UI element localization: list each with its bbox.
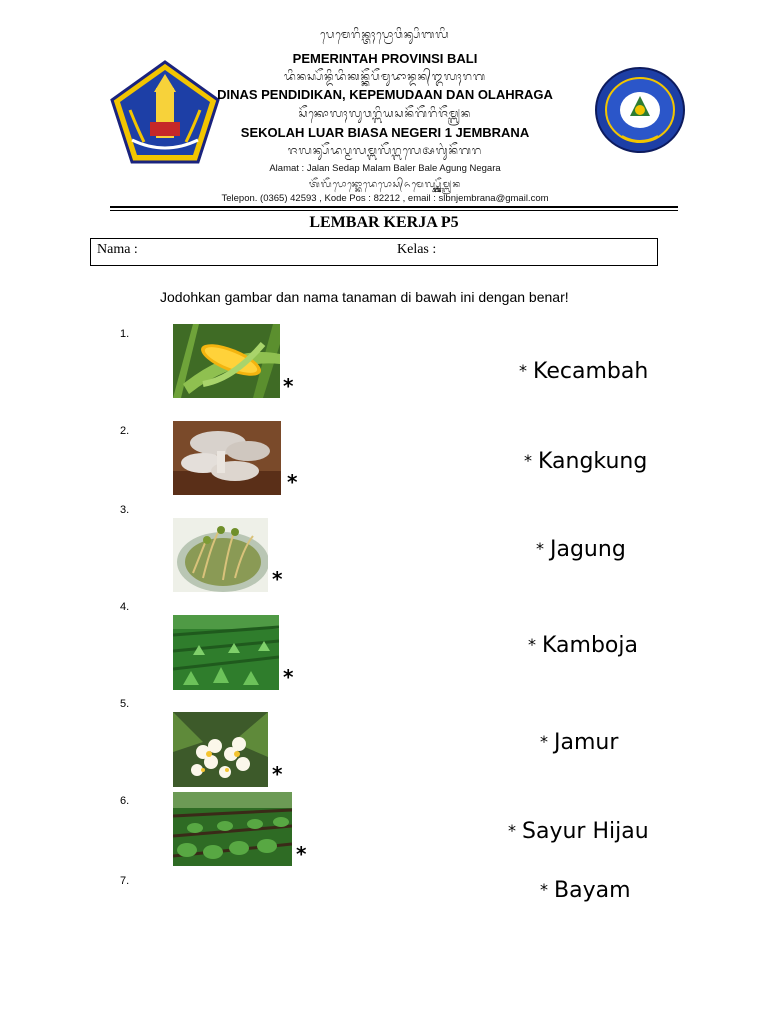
answer-label: Kangkung xyxy=(538,449,648,474)
match-marker: * xyxy=(272,762,283,786)
item-number: 4. xyxy=(120,601,130,613)
answer-marker: * xyxy=(524,451,532,470)
letterhead-divider-thin xyxy=(110,210,678,211)
government-name: PEMERINTAH PROVINSI BALI xyxy=(292,51,478,66)
answer-label: Kamboja xyxy=(542,633,638,658)
match-marker: * xyxy=(296,842,307,866)
spinach-field-photo xyxy=(173,792,292,866)
balinese-script-line: ᬢᭂᬮᭂᬧᭀᬦ᭄ᬓᭀᬤᬾᬧᭀᬲ᭄ᬏᬫᬾᬮ᭄ᬲ᭄ᬮ᭄ᬩ᭄ᬦ᭄ᬚᭂᬫ᭄ᬩ᭄ᬭᬦ xyxy=(308,180,462,190)
department-name: DINAS PENDIDIKAN, KEPEMUDAAN DAN OLAHRAGA xyxy=(217,87,553,102)
item-number: 5. xyxy=(120,698,130,710)
match-marker: * xyxy=(287,470,298,494)
item-number: 2. xyxy=(120,425,130,437)
water-spinach-photo xyxy=(173,615,279,690)
answer-marker: * xyxy=(508,821,516,840)
answer-option xyxy=(524,449,647,474)
answer-marker: * xyxy=(540,880,548,899)
item-number: 7. xyxy=(120,875,130,887)
corn-photo xyxy=(173,324,280,398)
match-marker: * xyxy=(283,665,294,689)
worksheet-title: LEMBAR KERJA P5 xyxy=(309,214,459,231)
instruction-text: Jodohkan gambar dan nama tanaman di bawah ini dengan benar! xyxy=(160,289,569,305)
answer-option xyxy=(536,537,626,562)
item-number: 6. xyxy=(120,795,130,807)
answer-option xyxy=(528,633,638,658)
sprout-photo xyxy=(173,518,268,592)
mushroom-photo xyxy=(173,421,281,495)
school-contact: Telepon. (0365) 42593 , Kode Pos : 82212 , email : slbnjembrana@gmail.com xyxy=(221,193,549,204)
school-name: SEKOLAH LUAR BIASA NEGERI 1 JEMBRANA xyxy=(240,125,530,140)
answer-label: Bayam xyxy=(554,878,631,903)
school-emblem xyxy=(594,66,686,154)
answer-option xyxy=(540,730,618,755)
item-number: 1. xyxy=(120,328,130,340)
answer-marker: * xyxy=(540,732,548,751)
answer-option xyxy=(540,878,631,903)
balinese-script-line: ᬧᬾᬫᬾᬭᬶᬦ᭄ᬢᬄᬧ᭄ᬭᭀᬯᬶᬦ᭄ᬲᬶᬩᬮᬶ xyxy=(320,28,450,41)
letterhead-divider xyxy=(110,206,678,208)
frangipani-photo xyxy=(173,712,268,787)
answer-label: Sayur Hijau xyxy=(522,819,649,844)
school-address: Alamat : Jalan Sedap Malam Baler Bale Agung Negara xyxy=(269,163,501,174)
answer-marker: * xyxy=(536,539,544,558)
match-marker: * xyxy=(283,374,294,398)
answer-label: Jamur xyxy=(554,730,619,755)
answer-marker: * xyxy=(519,361,527,380)
student-info-box[interactable] xyxy=(90,238,658,266)
balinese-script-line: ᬤᬶᬦᬲ᭄ᬧᭂᬦ᭄ᬤᬶᬤᬶᬓᬦ᭄ᬓᭂᬧᭂᬫᬸᬤᬵᬦ᭄ᬤᬦ᭄ᬑᬮᬄᬭᬕ xyxy=(284,70,486,83)
balinese-script-line: ᬚᬮᬦ᭄ᬲᭂᬤᬧ᭄ᬫᬮᬫ᭄ᬩᬮᭂᬭ᭄ᬩᬮᬾᬅᬕᬸᬂᬦᭂᬕᬭ xyxy=(287,144,483,157)
answer-label: Jagung xyxy=(550,537,626,562)
answer-marker: * xyxy=(528,635,536,654)
class-label: Kelas : xyxy=(397,242,437,257)
answer-label: Kecambah xyxy=(533,359,649,384)
balinese-script-line: ᬲᭂᬓᭀᬮᬄᬮᬸᬯᬭ᭄ᬩᬶᬬᬲᬦᭂᬕᭂᬭᬶᬚᭂᬫ᭄ᬩ᭄ᬭᬦ xyxy=(298,107,472,120)
answer-option xyxy=(508,819,649,844)
answer-option xyxy=(519,359,648,384)
item-number: 3. xyxy=(120,504,130,516)
match-marker: * xyxy=(272,567,283,591)
name-label: Nama : xyxy=(97,242,138,257)
